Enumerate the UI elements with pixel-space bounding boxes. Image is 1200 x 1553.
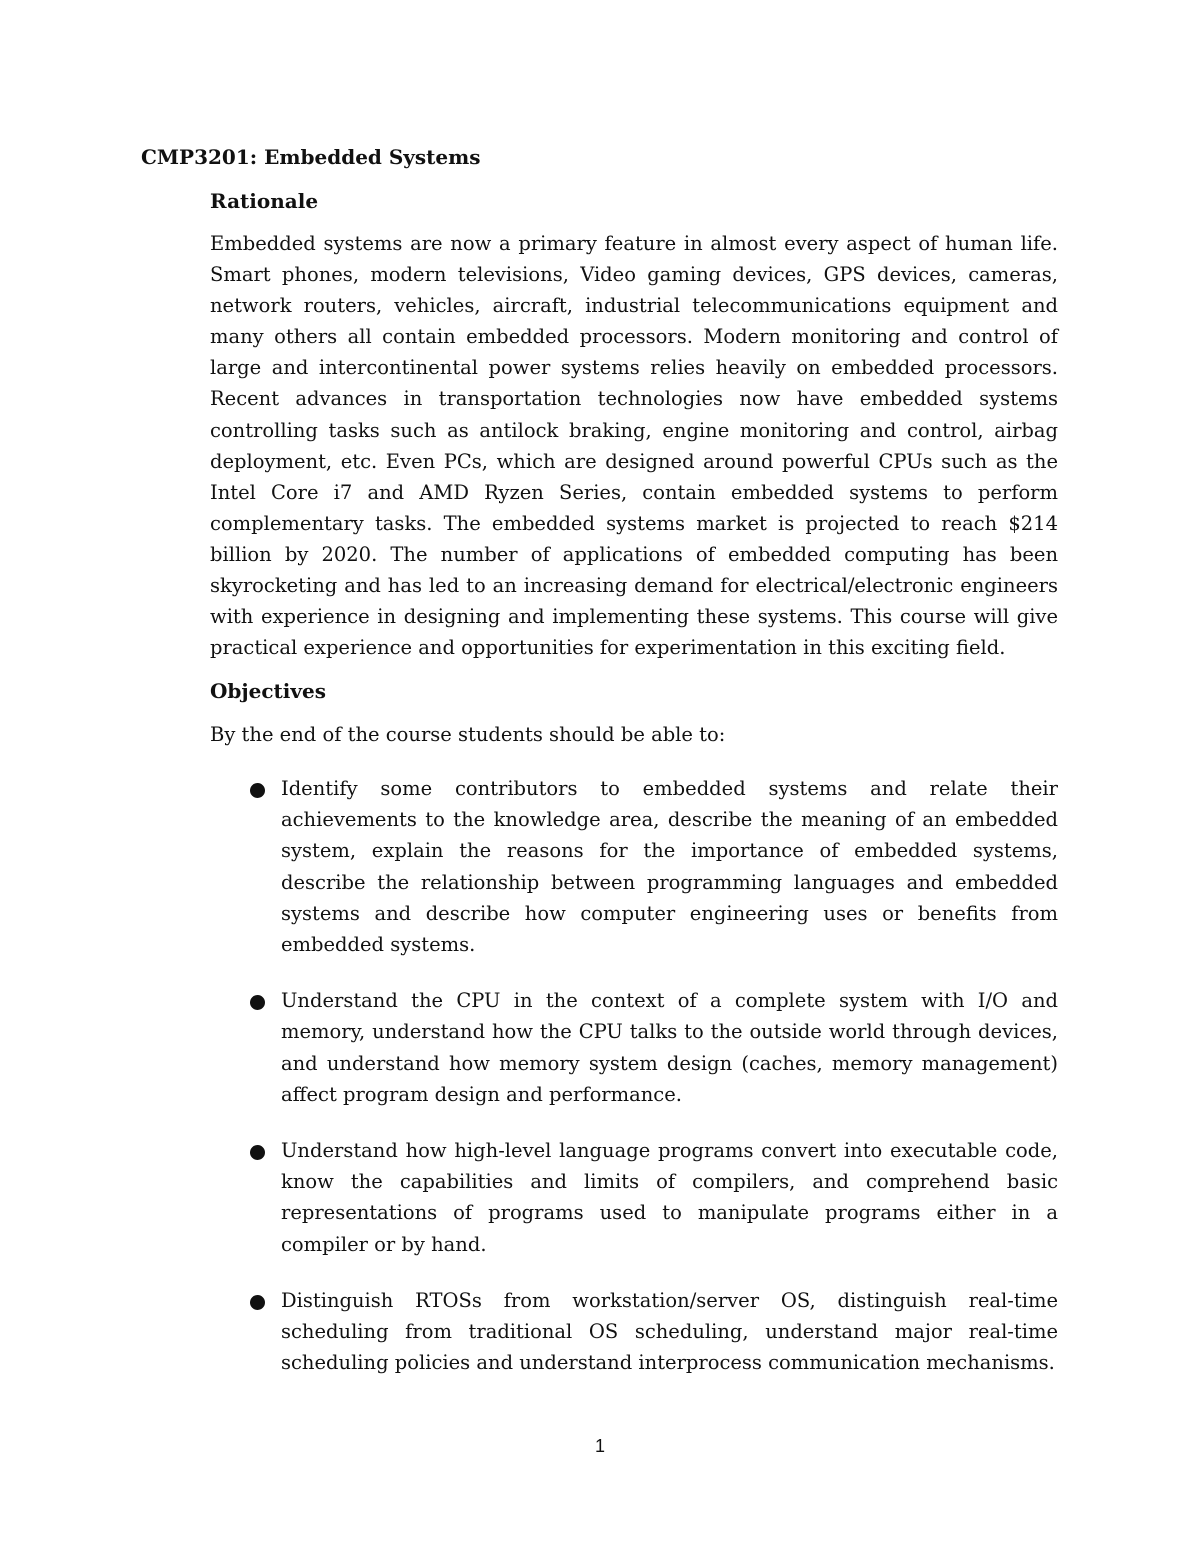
bullet-icon bbox=[250, 1145, 265, 1160]
objective-text: Understand how high-level language programs convert into executable code, know the capabilities and limits of compilers, and comprehend basic representations of programs used to manipulate programs either in a compiler or by hand. bbox=[281, 1139, 1058, 1256]
objective-text: Distinguish RTOSs from workstation/server OS, distinguish real-time scheduling from traditional OS scheduling, understand major real-time scheduling policies and understand interprocess communication mechanisms. bbox=[281, 1288, 1058, 1375]
bullet-icon bbox=[250, 995, 265, 1010]
list-item bbox=[240, 773, 1058, 960]
page-number: 1 bbox=[594, 1436, 605, 1456]
objective-text: Identify some contributors to embedded systems and relate their achievements to the knowledge area, describe the meaning of an embedded system, explain the reasons for the importance of embedded systems, describe the relationship between programming languages and embedded systems and describe how computer engineering uses or benefits from embedded systems. bbox=[281, 777, 1058, 957]
bullet-icon bbox=[250, 783, 265, 798]
list-item bbox=[240, 1285, 1058, 1379]
bullet-icon bbox=[250, 1295, 265, 1310]
objectives-intro: By the end of the course students should be able to: bbox=[210, 723, 726, 746]
objectives-heading: Objectives bbox=[210, 679, 326, 703]
rationale-heading: Rationale bbox=[210, 189, 319, 213]
objective-text: Understand the CPU in the context of a complete system with I/O and memory, understand how the CPU talks to the outside world through devices, and understand how memory system design (caches, memory management) affect program design and performance. bbox=[281, 989, 1058, 1106]
list-item bbox=[240, 985, 1058, 1110]
rationale-paragraph: Embedded systems are now a primary feature in almost every aspect of human life. Smart phones, modern televisions, Video gaming devices, GPS devices, cameras, network routers, vehicles, aircraft, industrial telecommunications equipment and many others all contain embedded processors. Modern monitoring and control of large and intercontinental power systems relies heavily on embedded processors. Recent advances in transportation technologies now have embedded systems controlling tasks such as antilock braking, engine monitoring and control, airbag deployment, etc. Even PCs, which are designed around powerful CPUs such as the Intel Core i7 and AMD Ryzen Series, contain embedded systems to perform complementary tasks. The embedded systems market is projected to reach $214 billion by 2020. The number of applications of embedded computing has been skyrocketing and has led to an increasing demand for electrical/electronic engineers with experience in designing and implementing these systems. This course will give practical experience and opportunities for experimentation in this exciting field. bbox=[210, 232, 1058, 660]
course-title: CMP3201: Embedded Systems bbox=[141, 145, 481, 169]
list-item bbox=[240, 1135, 1058, 1260]
objectives-list bbox=[240, 773, 1058, 1403]
